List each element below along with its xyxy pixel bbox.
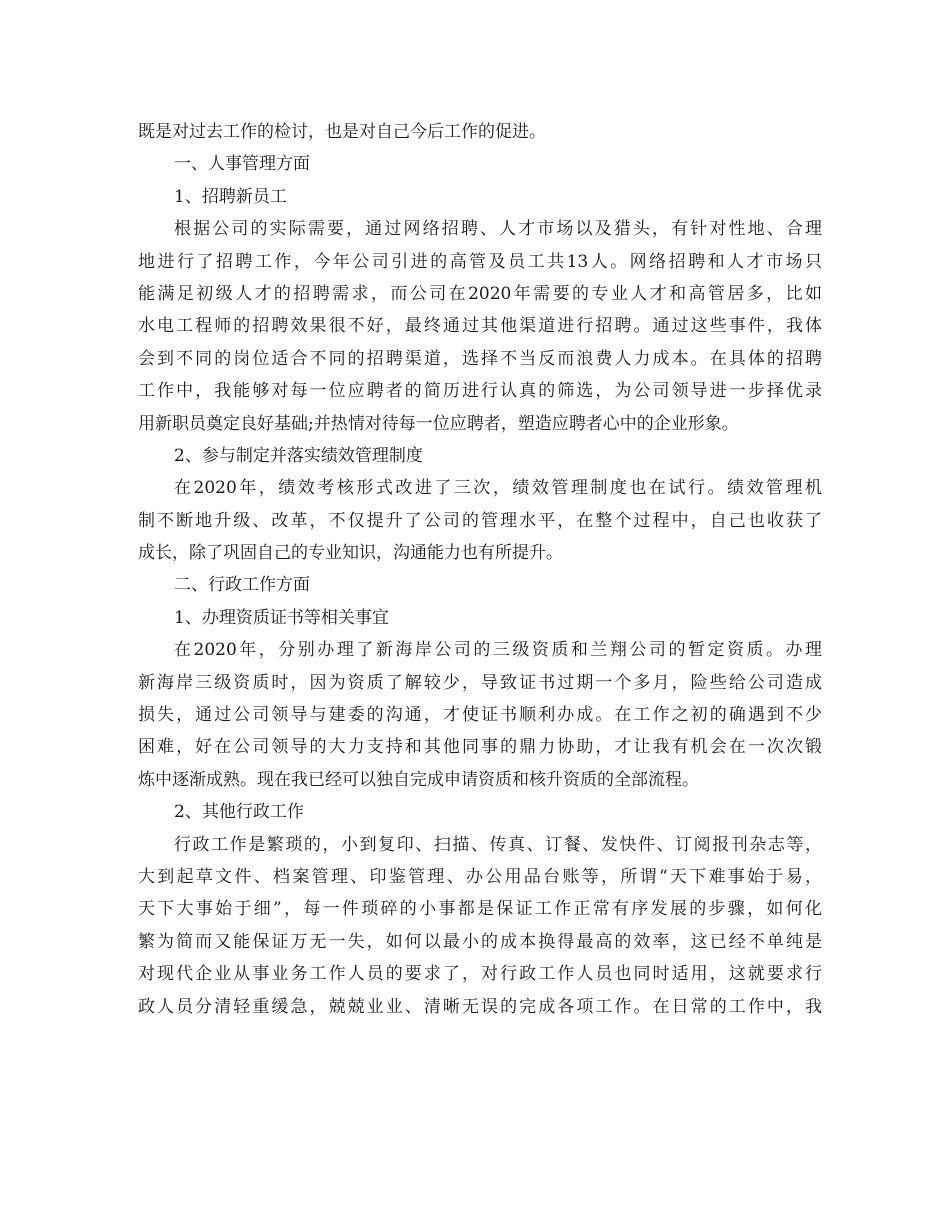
paragraph-line: 能满足初级人才的招聘需求，而公司在2020年需要的专业人才和高管居多，比如 xyxy=(138,283,822,304)
paragraph-line: 行政工作是繁琐的，小到复印、扫描、传真、订餐、发快件、订阅报刊杂志等， xyxy=(174,834,822,855)
paragraph-line: 会到不同的岗位适合不同的招聘渠道，选择不当反而浪费人力成本。在具体的招聘 xyxy=(138,348,822,369)
paragraph-line: 天下大事始于细”，每一件琐碎的小事都是保证工作正常有序发展的步骤，如何化 xyxy=(138,899,822,920)
subsection-heading: 1、办理资质证书等相关事宜 xyxy=(174,607,389,628)
paragraph-line: 工作中，我能够对每一位应聘者的简历进行认真的筛选，为公司领导进一步择优录 xyxy=(138,381,822,402)
paragraph-line: 用新职员奠定良好基础;并热情对待每一位应聘者，塑造应聘者心中的企业形象。 xyxy=(138,413,739,434)
section-heading: 二、行政工作方面 xyxy=(174,575,310,596)
paragraph-line: 在2020年，绩效考核形式改进了三次，绩效管理制度也在试行。绩效管理机 xyxy=(174,478,822,499)
section-heading: 一、人事管理方面 xyxy=(174,154,310,175)
paragraph-line: 政人员分清轻重缓急，兢兢业业、清晰无误的完成各项工作。在日常的工作中，我 xyxy=(138,996,822,1017)
subsection-heading: 2、其他行政工作 xyxy=(174,802,304,823)
paragraph-line: 在2020年，分别办理了新海岸公司的三级资质和兰翔公司的暂定资质。办理 xyxy=(174,640,822,661)
paragraph-line: 大到起草文件、档案管理、印鉴管理、办公用品台账等，所谓“天下难事始于易， xyxy=(138,866,822,887)
subsection-heading: 2、参与制定并落实绩效管理制度 xyxy=(174,445,423,466)
paragraph-line: 损失，通过公司领导与建委的沟通，才使证书顺利办成。在工作之初的确遇到不少 xyxy=(138,705,822,726)
paragraph-line: 炼中逐渐成熟。现在我已经可以独自完成申请资质和核升资质的全部流程。 xyxy=(138,769,699,790)
paragraph-line: 既是对过去工作的检讨，也是对自己今后工作的促进。 xyxy=(138,122,546,142)
paragraph-line: 繁为简而又能保证万无一失，如何以最小的成本换得最高的效率，这已经不单纯是 xyxy=(138,931,822,952)
paragraph-line: 地进行了招聘工作，今年公司引进的高管及员工共13人。网络招聘和人才市场只 xyxy=(138,251,822,272)
paragraph-line: 水电工程师的招聘效果很不好，最终通过其他渠道进行招聘。通过这些事件，我体 xyxy=(138,316,822,337)
paragraph-line: 成长，除了巩固自己的专业知识，沟通能力也有所提升。 xyxy=(138,543,563,564)
paragraph-line: 制不断地升级、改革，不仅提升了公司的管理水平，在整个过程中，自己也收获了 xyxy=(138,510,822,531)
document-page xyxy=(138,116,822,1023)
paragraph-line: 困难，好在公司领导的大力支持和其他同事的鼎力协助，才让我有机会在一次次锻 xyxy=(138,737,822,758)
paragraph-line: 新海岸三级资质时，因为资质了解较少，导致证书过期一个多月，险些给公司造成 xyxy=(138,672,822,693)
subsection-heading: 1、招聘新员工 xyxy=(174,186,287,207)
paragraph-line: 对现代企业从事业务工作人员的要求了，对行政工作人员也同时适用，这就要求行 xyxy=(138,964,822,985)
paragraph-line: 根据公司的实际需要，通过网络招聘、人才市场以及猎头，有针对性地、合理 xyxy=(174,219,822,240)
